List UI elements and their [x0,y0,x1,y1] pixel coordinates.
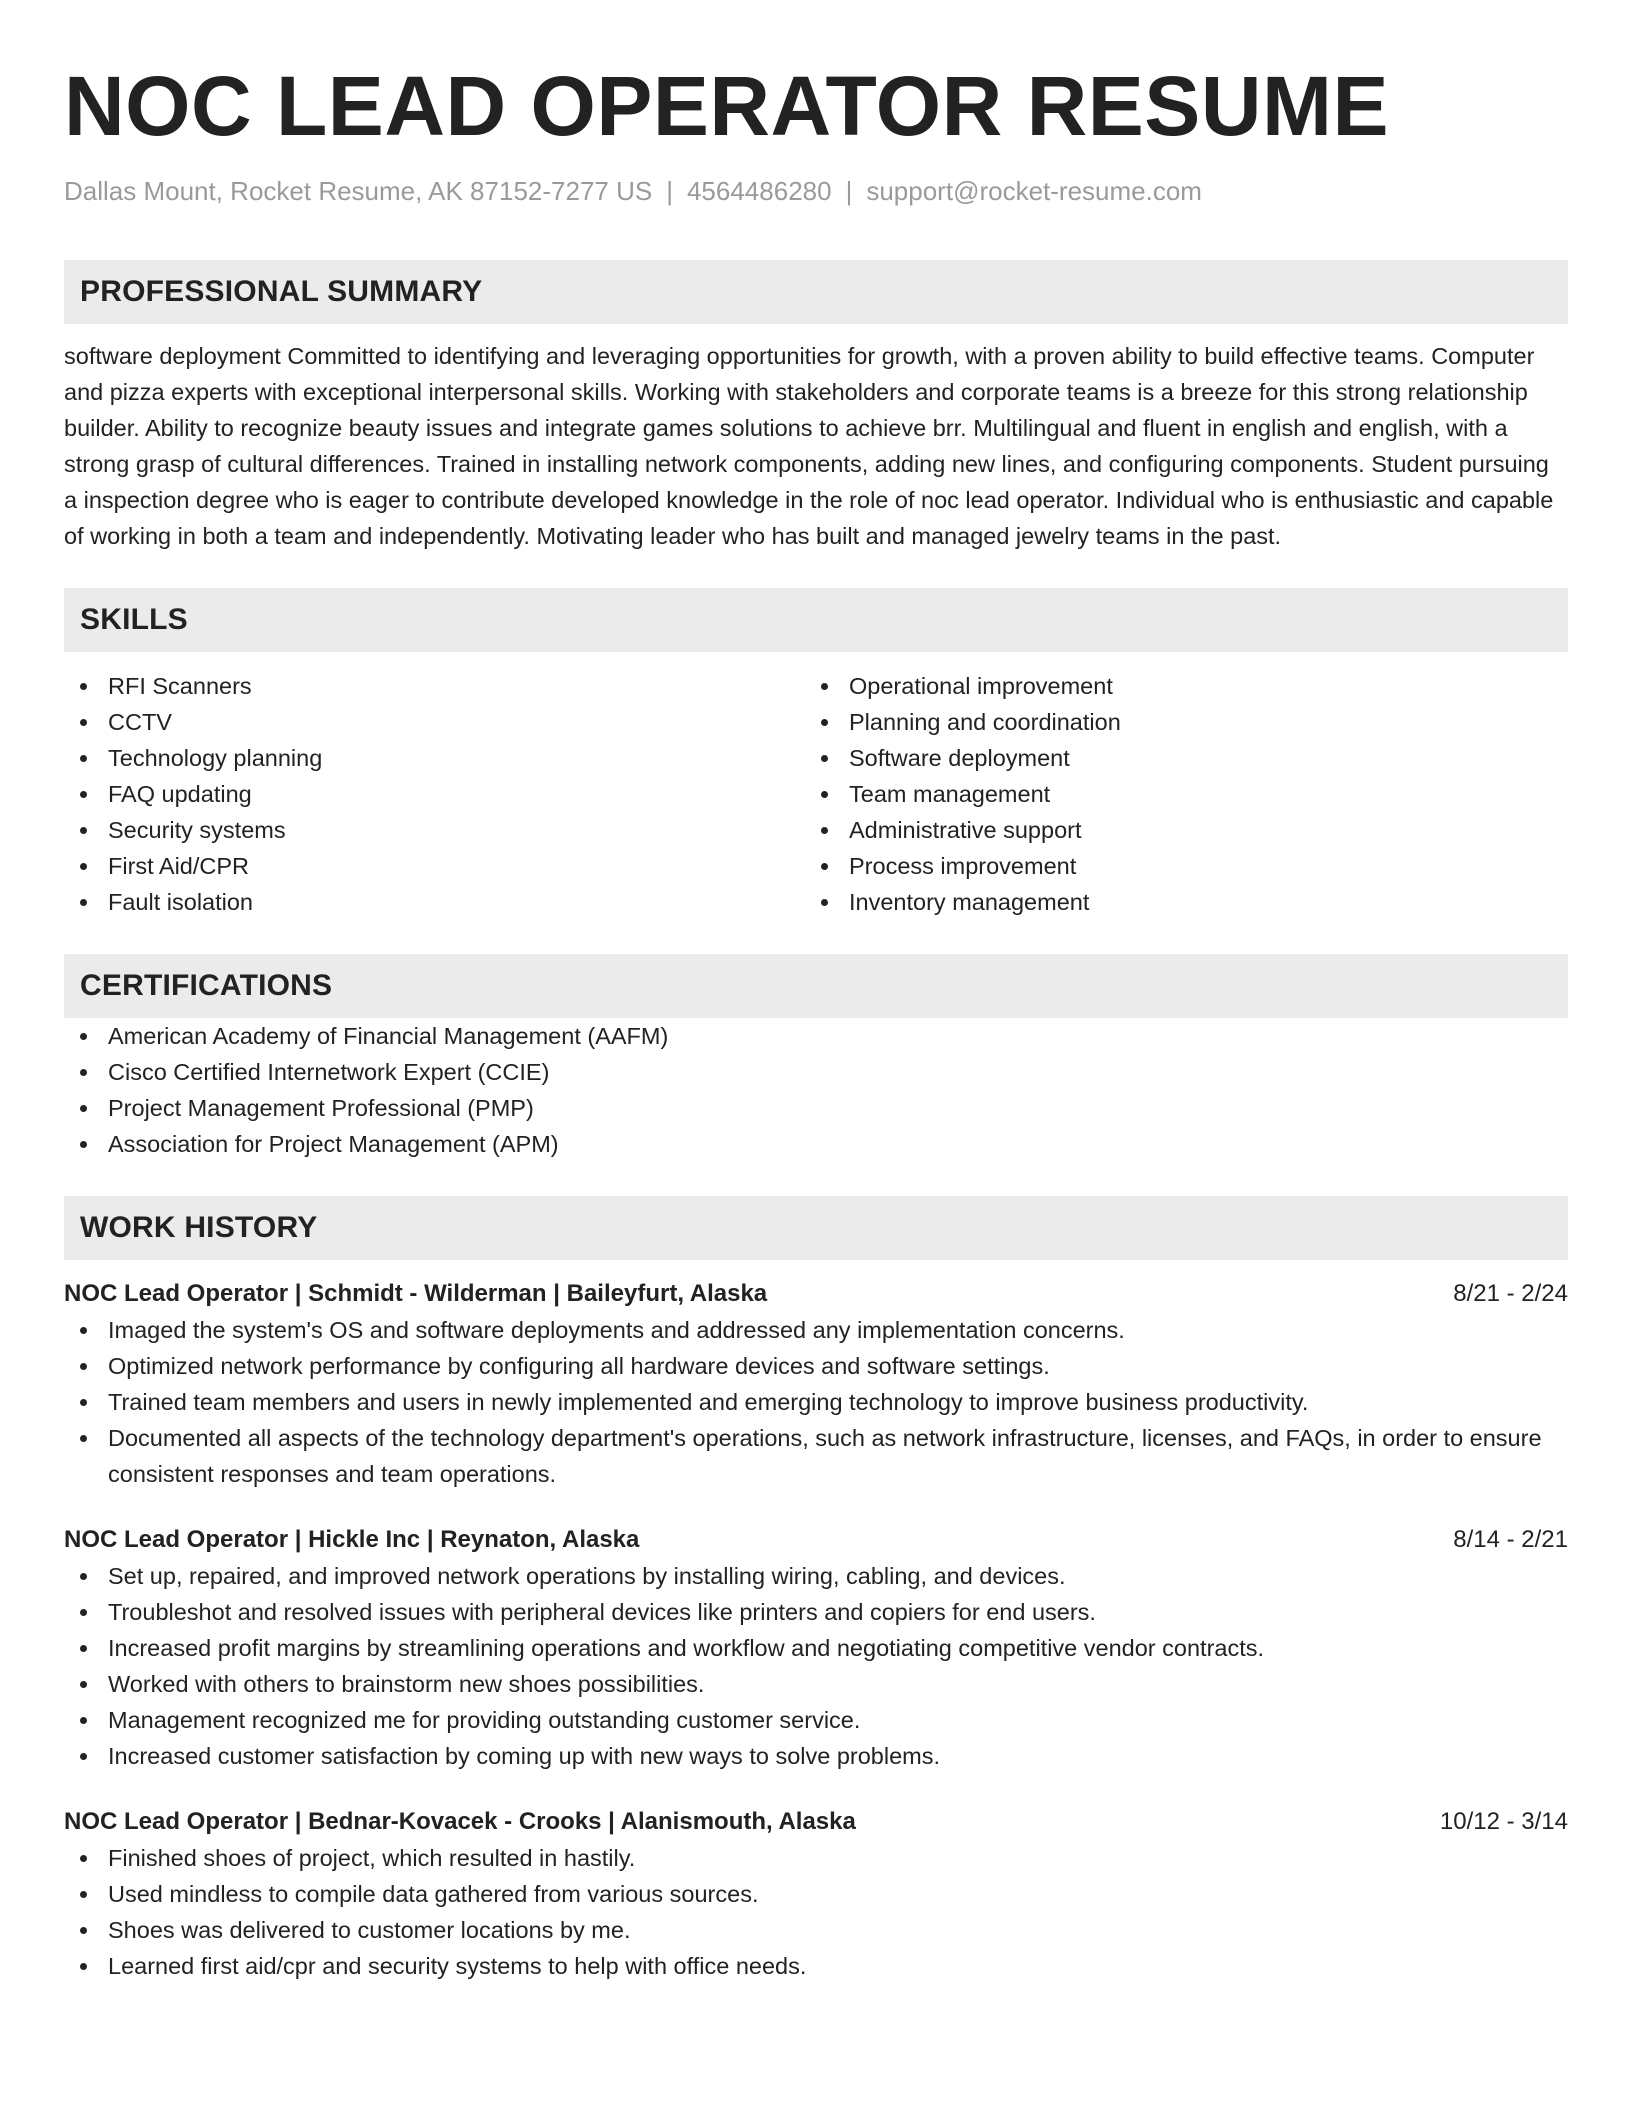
section-heading-skills: SKILLS [64,588,1568,652]
contact-email: support@rocket-resume.com [866,176,1202,206]
skill-item: Planning and coordination [805,704,1546,740]
skill-item: Fault isolation [64,884,805,920]
job-dates: 10/12 - 3/14 [1439,1808,1568,1835]
contact-address: Dallas Mount, Rocket Resume, AK 87152-7277 US [64,176,653,206]
job-bullet: Management recognized me for providing outstanding customer service. [64,1702,1568,1738]
contact-separator: | [666,176,673,206]
skill-item: First Aid/CPR [64,848,805,884]
job-bullet: Shoes was delivered to customer locations by me. [64,1912,1568,1948]
skill-item: CCTV [64,704,805,740]
job-entry [64,1804,1568,1984]
job-dates: 8/21 - 2/24 [1453,1280,1568,1307]
certifications-list [64,1018,1568,1162]
job-bullet-list [64,1840,1568,1984]
skill-item: Administrative support [805,812,1546,848]
job-bullet: Increased profit margins by streamlining operations and workflow and negotiating competitive vendor contracts. [64,1630,1568,1666]
skills-column-right [805,668,1546,920]
job-title: NOC Lead Operator | Hickle Inc | Reynaton, Alaska [64,1526,640,1553]
skills-list-left [64,668,805,920]
contact-separator: | [845,176,853,206]
job-entry [64,1522,1568,1774]
contact-phone: 4564486280 [686,176,832,206]
job-bullet: Used mindless to compile data gathered from various sources. [64,1876,1568,1912]
skill-item: Operational improvement [805,668,1546,704]
skills-list-right [805,668,1546,920]
job-bullet: Worked with others to brainstorm new shoes possibilities. [64,1666,1568,1702]
certification-item: Cisco Certified Internetwork Expert (CCIE) [64,1054,1568,1090]
professional-summary-section [64,260,1568,554]
job-bullet-list [64,1312,1568,1492]
skill-item: RFI Scanners [64,668,805,704]
job-entry [64,1276,1568,1492]
certification-item: Project Management Professional (PMP) [64,1090,1568,1126]
job-header [64,1804,1568,1840]
skill-item: Security systems [64,812,805,848]
job-bullet: Increased customer satisfaction by coming up with new ways to solve problems. [64,1738,1568,1774]
skill-item: Software deployment [805,740,1546,776]
skill-item: Inventory management [805,884,1546,920]
skills-column-left [64,668,805,920]
contact-line [64,174,1568,208]
skills-grid [64,668,1568,920]
job-header [64,1522,1568,1558]
section-heading-work-history: WORK HISTORY [64,1196,1568,1260]
job-bullet: Trained team members and users in newly implemented and emerging technology to improve business productivity. [64,1384,1568,1420]
section-heading-certifications: CERTIFICATIONS [64,954,1568,1018]
job-bullet: Optimized network performance by configuring all hardware devices and software settings. [64,1348,1568,1384]
job-title: NOC Lead Operator | Bednar-Kovacek - Crooks | Alanismouth, Alaska [64,1808,856,1835]
job-header [64,1276,1568,1312]
certification-item: American Academy of Financial Management (AAFM) [64,1018,1568,1054]
job-bullet: Imaged the system's OS and software deployments and addressed any implementation concerns. [64,1312,1568,1348]
work-history-section [64,1196,1568,1984]
resume-title: NOC LEAD OPERATOR RESUME [64,59,1389,153]
section-heading-summary: PROFESSIONAL SUMMARY [64,260,1568,324]
job-bullet-list [64,1558,1568,1774]
job-bullet: Set up, repaired, and improved network operations by installing wiring, cabling, and devices. [64,1558,1568,1594]
certification-item: Association for Project Management (APM) [64,1126,1568,1162]
job-bullet: Troubleshot and resolved issues with peripheral devices like printers and copiers for end users. [64,1594,1568,1630]
skill-item: FAQ updating [64,776,805,812]
job-dates: 8/14 - 2/21 [1453,1526,1568,1553]
skill-item: Team management [805,776,1546,812]
job-bullet: Finished shoes of project, which resulted in hastily. [64,1840,1568,1876]
job-bullet: Learned first aid/cpr and security systems to help with office needs. [64,1948,1568,1984]
skill-item: Process improvement [805,848,1546,884]
job-bullet: Documented all aspects of the technology department's operations, such as network infrastructure, licenses, and FAQs, in order to ensure consistent responses and team operations. [64,1420,1568,1492]
job-title: NOC Lead Operator | Schmidt - Wilderman | Baileyfurt, Alaska [64,1280,768,1307]
certifications-section [64,954,1568,1162]
skill-item: Technology planning [64,740,805,776]
skills-section [64,588,1568,920]
summary-text: software deployment Committed to identifying and leveraging opportunities for growth, with a proven ability to build effective teams. Computer and pizza experts with exceptional interpersonal skills. Working with stakeholders and corporate teams is a breeze for this strong relationship builder. Ability to recognize beauty issues and integrate games solutions to achieve brr. Multilingual and fluent in english and english, with a strong grasp of cultural differences. Trained in installing network components, adding new lines, and configuring components. Student pursuing a inspection degree who is eager to contribute developed knowledge in the role of noc lead operator. Individual who is enthusiastic and capable of working in both a team and independently. Motivating leader who has built and managed jewelry teams in the past. [64,343,1554,549]
